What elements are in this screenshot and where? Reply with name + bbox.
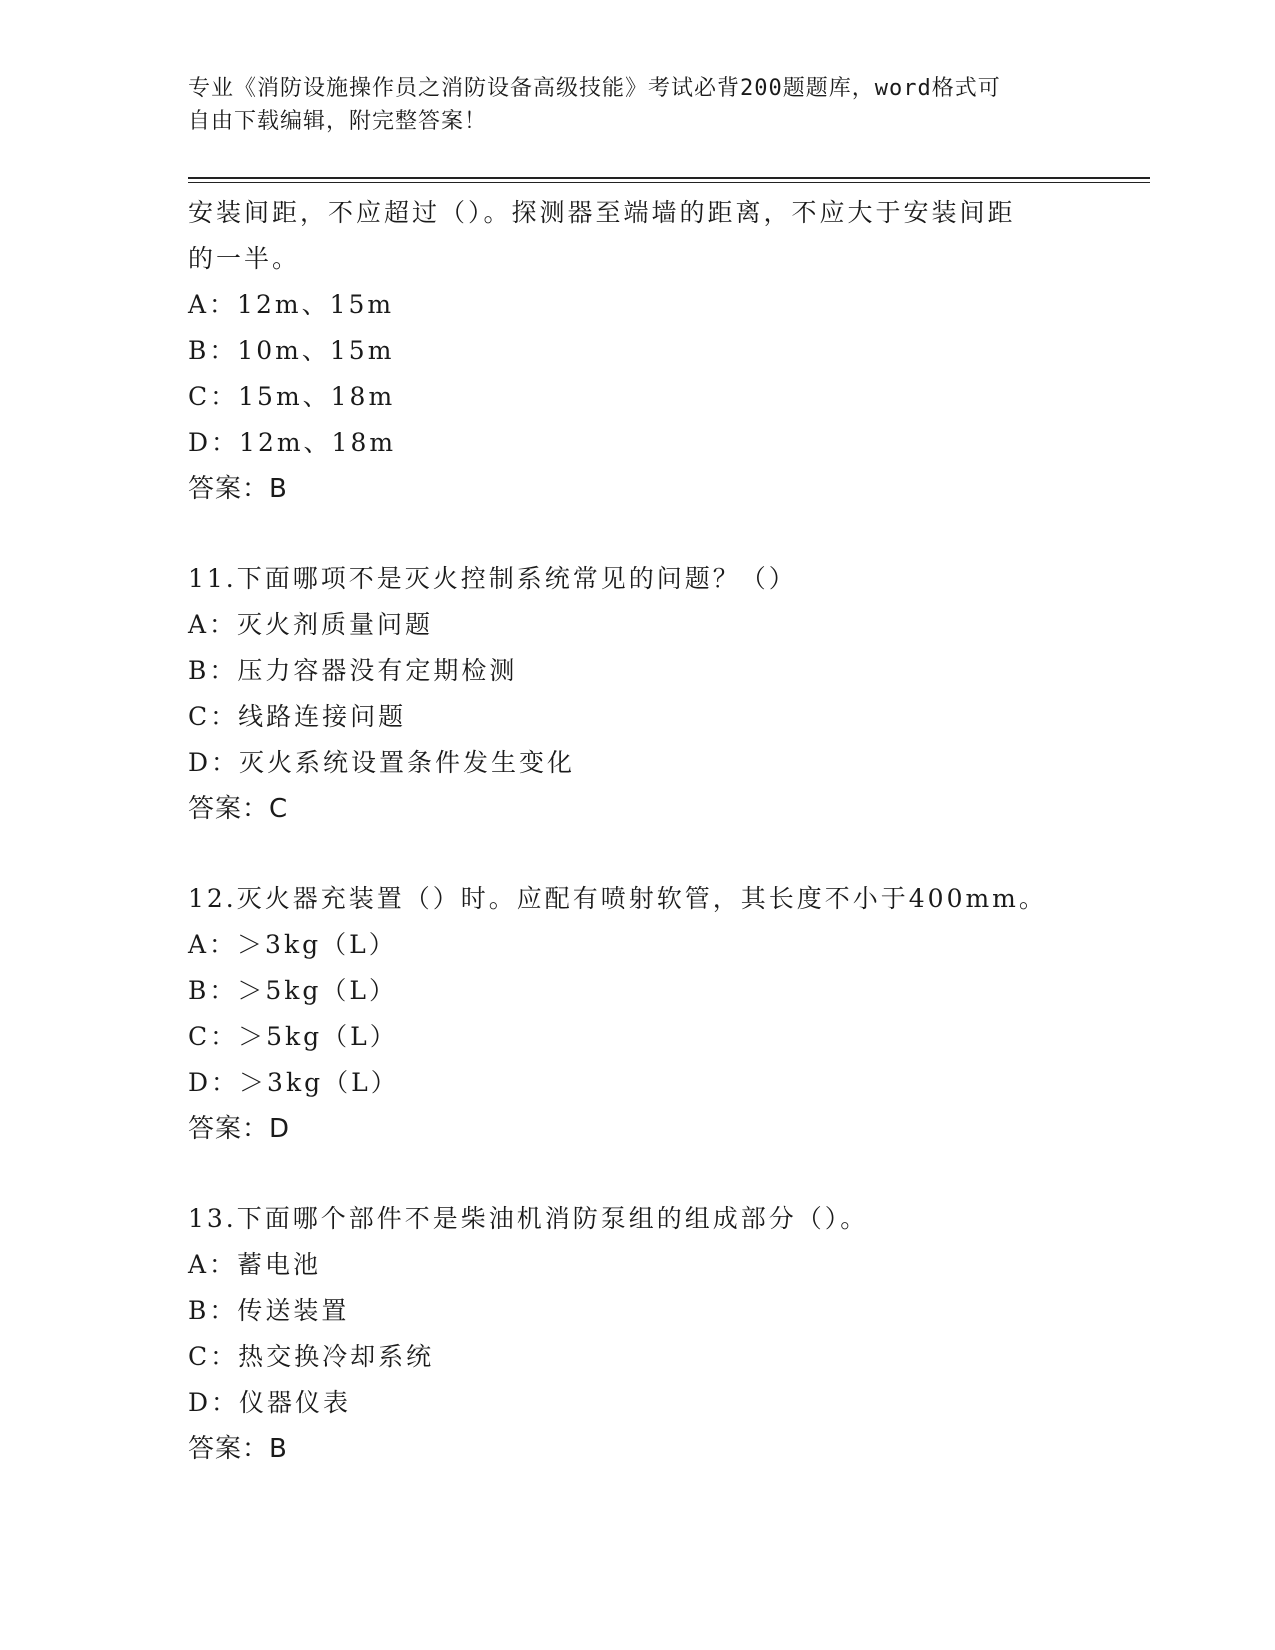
question-spacer	[188, 1152, 1088, 1196]
answer-key: 答案：D	[188, 1114, 291, 1144]
option-b: B：压力容器没有定期检测	[188, 656, 518, 685]
question-stem: 11.下面哪项不是灭火控制系统常见的问题？（）	[188, 564, 797, 593]
question-stem-continued: 的一半。	[188, 244, 301, 273]
question-stem: 13.下面哪个部件不是柴油机消防泵组的组成部分（）。	[188, 1204, 869, 1233]
question-13	[188, 1196, 1088, 1472]
option-d: D：灭火系统设置条件发生变化	[188, 748, 576, 777]
question-stem: 12.灭火器充装置（）时。应配有喷射软管，其长度不小于400mm。	[188, 884, 1047, 913]
option-a: A：12m、15m	[188, 290, 395, 319]
header-divider-thick	[188, 177, 1150, 179]
option-d: D：12m、18m	[188, 428, 397, 457]
answer-key: 答案：C	[188, 794, 289, 824]
option-a: A：蓄电池	[188, 1250, 322, 1279]
document-header	[188, 72, 1068, 138]
option-b: B：传送装置	[188, 1296, 350, 1325]
option-c: C：线路连接问题	[188, 702, 407, 731]
option-b: B：＞5kg（L）	[188, 976, 398, 1005]
header-line-2: 自由下载编辑，附完整答案！	[188, 109, 488, 134]
question-list	[188, 190, 1088, 1472]
option-d: D：仪器仪表	[188, 1388, 352, 1417]
question-11	[188, 556, 1088, 832]
answer-key: 答案：B	[188, 1434, 288, 1464]
header-divider-thin	[188, 182, 1150, 183]
option-d: D：＞3kg（L）	[188, 1068, 399, 1097]
question-12	[188, 876, 1088, 1152]
question-stem: 安装间距，不应超过（）。探测器至端墙的距离，不应大于安装间距	[188, 198, 1016, 227]
header-line-1: 专业《消防设施操作员之消防设备高级技能》考试必背200题题库，word格式可	[188, 76, 1001, 101]
question-spacer	[188, 832, 1088, 876]
question-spacer	[188, 512, 1088, 556]
option-c: C：热交换冷却系统	[188, 1342, 435, 1371]
question-10	[188, 190, 1088, 512]
option-a: A：＞3kg（L）	[188, 930, 397, 959]
answer-key: 答案：B	[188, 474, 288, 504]
option-c: C：＞5kg（L）	[188, 1022, 398, 1051]
option-a: A：灭火剂质量问题	[188, 610, 434, 639]
option-b: B：10m、15m	[188, 336, 395, 365]
option-c: C：15m、18m	[188, 382, 396, 411]
